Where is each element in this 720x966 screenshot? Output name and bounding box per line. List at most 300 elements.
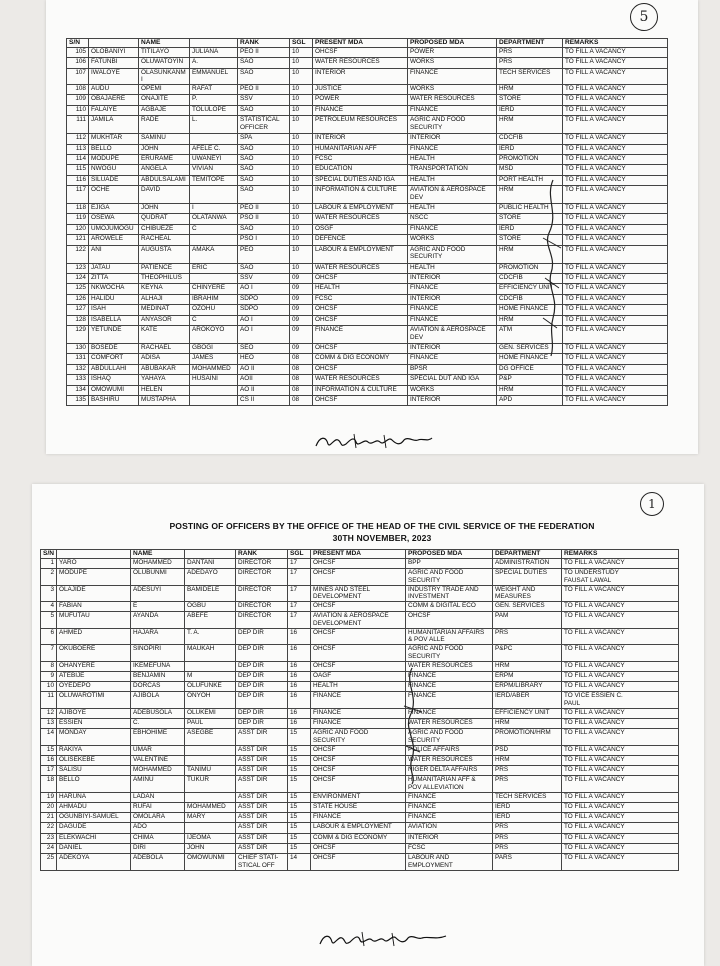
cell-department: HRM bbox=[497, 116, 563, 134]
cell-rank: PEO bbox=[238, 245, 290, 263]
cell-remarks: TO FILL A VACANCY bbox=[563, 284, 668, 294]
cell-surname: YARO bbox=[57, 559, 131, 569]
cell-remarks: TO FILL A VACANCY bbox=[563, 364, 668, 374]
cell-name: IKEMEFUNA bbox=[131, 661, 185, 671]
cell-sn: 114 bbox=[67, 154, 89, 164]
cell-surname: AJIBOYE bbox=[57, 708, 131, 718]
cell-proposed-mda: FINANCE bbox=[406, 813, 493, 823]
cell-remarks: TO VICE ESSIEN C. PAUL bbox=[562, 692, 679, 709]
cell-proposed-mda: AVIATION & AEROSPACE DEV bbox=[408, 186, 497, 204]
cell-remarks: TO FILL A VACANCY bbox=[563, 186, 668, 204]
cell-name: LADAN bbox=[131, 792, 185, 802]
cell-remarks: TO FILL A VACANCY bbox=[563, 144, 668, 154]
cell-present-mda: LABOUR & EMPLOYMENT bbox=[311, 823, 406, 833]
cell-rank: DIRECTOR bbox=[236, 612, 288, 629]
cell-rank: DIRECTOR bbox=[236, 602, 288, 612]
cell-present-mda: AGRIC AND FOOD SECURITY bbox=[311, 729, 406, 746]
cell-sgl: 09 bbox=[290, 315, 313, 325]
cell-other-name: ASEGBE bbox=[185, 729, 236, 746]
cell-proposed-mda: INTERIOR bbox=[408, 395, 497, 405]
cell-other-name: AFELE C. bbox=[190, 144, 238, 154]
cell-other-name bbox=[190, 385, 238, 395]
cell-department: WEIGHT AND MEASURES bbox=[493, 585, 562, 602]
cell-present-mda: MINES AND STEEL DEVELOPMENT bbox=[311, 585, 406, 602]
cell-department: SPECIAL DUTIES bbox=[493, 569, 562, 586]
cell-surname: HALIDU bbox=[89, 294, 139, 304]
cell-department: PAM bbox=[493, 612, 562, 629]
cell-name: SINOPIRI bbox=[131, 645, 185, 662]
cell-rank: HEO bbox=[238, 354, 290, 364]
cell-other-name: GBOGI bbox=[190, 344, 238, 354]
cell-sn: 118 bbox=[67, 204, 89, 214]
cell-other-name: OGBU bbox=[185, 602, 236, 612]
cell-present-mda: LABOUR & EMPLOYMENT bbox=[313, 204, 408, 214]
cell-rank: STATISTICAL OFFICER bbox=[238, 116, 290, 134]
cell-present-mda: EDUCATION bbox=[313, 165, 408, 175]
cell-present-mda: INFORMATION & CULTURE bbox=[313, 385, 408, 395]
cell-proposed-mda: OHCSF bbox=[406, 612, 493, 629]
handwritten-mark bbox=[539, 178, 565, 358]
cell-sn: 18 bbox=[41, 776, 57, 793]
cell-present-mda: OHCSF bbox=[313, 364, 408, 374]
cell-remarks: TO FILL A VACANCY bbox=[563, 154, 668, 164]
cell-sgl: 15 bbox=[288, 792, 311, 802]
table-row bbox=[67, 186, 668, 204]
cell-sn: 113 bbox=[67, 144, 89, 154]
cell-rank: ASST DIR bbox=[236, 823, 288, 833]
table-row bbox=[67, 95, 668, 105]
cell-present-mda: COMM & DIG ECONOMY bbox=[311, 833, 406, 843]
cell-other-name: MOHAMMED bbox=[190, 364, 238, 374]
header-present-mda: PRESENT MDA bbox=[313, 39, 408, 48]
header-remarks: REMARKS bbox=[563, 39, 668, 48]
cell-surname: BELLO bbox=[57, 776, 131, 793]
cell-proposed-mda: WATER RESOURCES bbox=[406, 661, 493, 671]
cell-name: OPEMI bbox=[139, 84, 190, 94]
cell-sn: 19 bbox=[41, 792, 57, 802]
cell-rank: SDPO bbox=[238, 305, 290, 315]
table-row bbox=[41, 766, 679, 776]
cell-remarks: TO FILL A VACANCY bbox=[562, 708, 679, 718]
cell-sn: 16 bbox=[41, 756, 57, 766]
cell-rank: ASST DIR bbox=[236, 833, 288, 843]
cell-sgl: 16 bbox=[288, 672, 311, 682]
cell-proposed-mda: FINANCE bbox=[408, 105, 497, 115]
table-row bbox=[41, 692, 679, 709]
cell-sgl: 09 bbox=[290, 344, 313, 354]
header-name: NAME bbox=[131, 550, 185, 559]
cell-sn: 123 bbox=[67, 263, 89, 273]
cell-department: PRS bbox=[497, 48, 563, 58]
cell-name: JOHN bbox=[139, 204, 190, 214]
header-surname bbox=[89, 39, 139, 48]
cell-sn: 135 bbox=[67, 395, 89, 405]
cell-department: PROMOTION/HRM bbox=[493, 729, 562, 746]
cell-remarks: TO FILL A VACANCY bbox=[563, 204, 668, 214]
table-row bbox=[67, 344, 668, 354]
cell-present-mda: OHCSF bbox=[313, 315, 408, 325]
cell-name: VALENTINE bbox=[131, 756, 185, 766]
cell-present-mda: ENVIRONMENT bbox=[311, 792, 406, 802]
cell-department: EFFICIENCY UNIT bbox=[497, 284, 563, 294]
cell-proposed-mda: NIGER DELTA AFFAIRS bbox=[406, 766, 493, 776]
cell-surname: AROWELE bbox=[89, 235, 139, 245]
table-row bbox=[67, 294, 668, 304]
cell-department: PROMOTION bbox=[497, 154, 563, 164]
cell-name: RADE bbox=[139, 116, 190, 134]
cell-other-name: OLATANWA bbox=[190, 214, 238, 224]
cell-sn: 12 bbox=[41, 708, 57, 718]
cell-sgl: 14 bbox=[288, 854, 311, 871]
cell-remarks: TO FILL A VACANCY bbox=[563, 175, 668, 185]
table-row bbox=[67, 204, 668, 214]
cell-surname: OLOBANIYI bbox=[89, 48, 139, 58]
cell-remarks: TO FILL A VACANCY bbox=[563, 95, 668, 105]
cell-surname: ZITTA bbox=[89, 274, 139, 284]
table-row bbox=[67, 84, 668, 94]
table-row bbox=[41, 729, 679, 746]
cell-other-name: PAUL bbox=[185, 719, 236, 729]
table-row bbox=[67, 175, 668, 185]
cell-department: IERD/ABER bbox=[493, 692, 562, 709]
cell-present-mda: FINANCE bbox=[313, 326, 408, 344]
cell-sn: 15 bbox=[41, 745, 57, 755]
cell-sn: 20 bbox=[41, 803, 57, 813]
cell-sgl: 10 bbox=[290, 48, 313, 58]
table-row bbox=[67, 354, 668, 364]
cell-surname: EJIGA bbox=[89, 204, 139, 214]
cell-remarks: TO FILL A VACANCY bbox=[562, 585, 679, 602]
cell-department: EFFICIENCY UNIT bbox=[493, 708, 562, 718]
table-body bbox=[67, 48, 668, 406]
cell-rank: CHIEF STATI- STICAL OFF bbox=[236, 854, 288, 871]
cell-other-name: P. bbox=[190, 95, 238, 105]
cell-remarks: TO FILL A VACANCY bbox=[563, 105, 668, 115]
cell-name: AJIBOLA bbox=[131, 692, 185, 709]
cell-other-name: BAMIDELE bbox=[185, 585, 236, 602]
cell-sn: 122 bbox=[67, 245, 89, 263]
cell-remarks: TO FILL A VACANCY bbox=[563, 354, 668, 364]
cell-proposed-mda: FINANCE bbox=[406, 672, 493, 682]
cell-sgl: 09 bbox=[290, 274, 313, 284]
cell-proposed-mda: NSCC bbox=[408, 214, 497, 224]
cell-proposed-mda: FINANCE bbox=[408, 315, 497, 325]
cell-present-mda: OHCSF bbox=[311, 661, 406, 671]
cell-sn: 119 bbox=[67, 214, 89, 224]
cell-surname: ELEKWACHI bbox=[57, 833, 131, 843]
cell-department: P&P bbox=[497, 375, 563, 385]
cell-proposed-mda: WATER RESOURCES bbox=[408, 95, 497, 105]
cell-other-name: I bbox=[190, 204, 238, 214]
header-other-name bbox=[190, 39, 238, 48]
cell-name: JOHN bbox=[139, 144, 190, 154]
table-row bbox=[67, 48, 668, 58]
cell-rank: AO II bbox=[238, 364, 290, 374]
cell-surname: OLUWAROTIMI bbox=[57, 692, 131, 709]
cell-proposed-mda: POLICE AFFAIRS bbox=[406, 745, 493, 755]
table-row bbox=[67, 105, 668, 115]
cell-sgl: 10 bbox=[290, 224, 313, 234]
cell-present-mda: JUSTICE bbox=[313, 84, 408, 94]
cell-present-mda: OHCSF bbox=[311, 766, 406, 776]
cell-proposed-mda: INTERIOR bbox=[408, 344, 497, 354]
header-proposed-mda: PROPOSED MDA bbox=[406, 550, 493, 559]
cell-rank: SAO bbox=[238, 175, 290, 185]
table-header-row bbox=[67, 39, 668, 48]
cell-present-mda: WATER RESOURCES bbox=[313, 58, 408, 68]
cell-present-mda: OHCSF bbox=[311, 745, 406, 755]
table-row bbox=[41, 672, 679, 682]
cell-sn: 1 bbox=[41, 559, 57, 569]
cell-present-mda: OHCSF bbox=[311, 843, 406, 853]
cell-name: DIRI bbox=[131, 843, 185, 853]
cell-present-mda: AVIATION & AEROSPACE DEVELOPMENT bbox=[311, 612, 406, 629]
cell-sgl: 16 bbox=[288, 645, 311, 662]
cell-other-name: MARY bbox=[185, 813, 236, 823]
cell-surname: ISHAQ bbox=[89, 375, 139, 385]
cell-proposed-mda: AGRIC AND FOOD SECURITY bbox=[408, 245, 497, 263]
document-title bbox=[112, 520, 652, 544]
cell-department: STORE bbox=[497, 95, 563, 105]
cell-surname: MONDAY bbox=[57, 729, 131, 746]
header-sgl: SGL bbox=[288, 550, 311, 559]
cell-name: BENJAMIN bbox=[131, 672, 185, 682]
cell-name: C. bbox=[131, 719, 185, 729]
cell-department: GEN. SERVICES bbox=[493, 602, 562, 612]
cell-sgl: 08 bbox=[290, 385, 313, 395]
cell-remarks: TO FILL A VACANCY bbox=[562, 813, 679, 823]
cell-surname: BASHIRU bbox=[89, 395, 139, 405]
cell-sn: 7 bbox=[41, 645, 57, 662]
header-sn: S/N bbox=[41, 550, 57, 559]
cell-name: ADEBOLA bbox=[131, 854, 185, 871]
cell-surname: FATUNBI bbox=[89, 58, 139, 68]
cell-remarks: TO FILL A VACANCY bbox=[562, 628, 679, 645]
cell-other-name: MOHAMMED bbox=[185, 803, 236, 813]
cell-department: PRS bbox=[493, 766, 562, 776]
header-other-name bbox=[185, 550, 236, 559]
cell-remarks: TO FILL A VACANCY bbox=[562, 833, 679, 843]
cell-sn: 120 bbox=[67, 224, 89, 234]
cell-rank: SAO bbox=[238, 144, 290, 154]
cell-surname: MODUPE bbox=[89, 154, 139, 164]
cell-department: HRM bbox=[493, 719, 562, 729]
cell-present-mda: COMM & DIG ECONOMY bbox=[313, 354, 408, 364]
cell-sgl: 15 bbox=[288, 729, 311, 746]
cell-rank: PEO II bbox=[238, 84, 290, 94]
cell-other-name: RAFAT bbox=[190, 84, 238, 94]
table-row bbox=[41, 719, 679, 729]
cell-surname: OKUBOERE bbox=[57, 645, 131, 662]
cell-surname: OCHE bbox=[89, 186, 139, 204]
table-row bbox=[67, 68, 668, 84]
postings-table bbox=[66, 38, 668, 406]
cell-sgl: 15 bbox=[288, 745, 311, 755]
cell-sn: 110 bbox=[67, 105, 89, 115]
cell-proposed-mda: FINANCE bbox=[408, 224, 497, 234]
cell-present-mda: INTERIOR bbox=[313, 134, 408, 144]
cell-present-mda: PETROLEUM RESOURCES bbox=[313, 116, 408, 134]
cell-rank: SAO bbox=[238, 154, 290, 164]
cell-proposed-mda: INTERIOR bbox=[408, 134, 497, 144]
cell-department: PSD bbox=[493, 745, 562, 755]
cell-sgl: 10 bbox=[290, 245, 313, 263]
cell-sgl: 10 bbox=[290, 235, 313, 245]
cell-surname: ISABELLA bbox=[89, 315, 139, 325]
cell-sn: 131 bbox=[67, 354, 89, 364]
cell-sgl: 09 bbox=[290, 284, 313, 294]
cell-department: HRM bbox=[497, 84, 563, 94]
cell-rank: CS II bbox=[238, 395, 290, 405]
cell-surname: ATEBIJE bbox=[57, 672, 131, 682]
cell-department: IERD bbox=[493, 813, 562, 823]
cell-present-mda: OHCSF bbox=[311, 776, 406, 793]
cell-present-mda: HEALTH bbox=[313, 284, 408, 294]
table-row bbox=[67, 274, 668, 284]
cell-rank: SAO bbox=[238, 224, 290, 234]
cell-sgl: 08 bbox=[290, 364, 313, 374]
cell-sn: 2 bbox=[41, 569, 57, 586]
cell-name: ADO bbox=[131, 823, 185, 833]
cell-department: HRM bbox=[493, 756, 562, 766]
cell-proposed-mda: HUMANITARIAN AFFAIRS & POV ALLE bbox=[406, 628, 493, 645]
cell-present-mda: LABOUR & EMPLOYMENT bbox=[313, 245, 408, 263]
cell-name: RACHAEL bbox=[139, 344, 190, 354]
cell-surname: UMOJUMOGU bbox=[89, 224, 139, 234]
cell-sn: 4 bbox=[41, 602, 57, 612]
cell-sgl: 09 bbox=[290, 326, 313, 344]
cell-rank: DEP DIR bbox=[236, 672, 288, 682]
cell-sgl: 15 bbox=[288, 843, 311, 853]
cell-rank: SSV bbox=[238, 274, 290, 284]
cell-rank: AO I bbox=[238, 284, 290, 294]
cell-name: AYANDA bbox=[131, 612, 185, 629]
cell-present-mda: INTERIOR bbox=[313, 68, 408, 84]
table-row bbox=[41, 792, 679, 802]
cell-rank: DEP DIR bbox=[236, 682, 288, 692]
cell-surname: SALISU bbox=[57, 766, 131, 776]
cell-remarks: TO FILL A VACANCY bbox=[563, 245, 668, 263]
cell-proposed-mda: FINANCE bbox=[408, 144, 497, 154]
cell-name: ERURAME bbox=[139, 154, 190, 164]
cell-proposed-mda: FINANCE bbox=[408, 68, 497, 84]
cell-surname: MUFUTAU bbox=[57, 612, 131, 629]
cell-other-name bbox=[185, 745, 236, 755]
cell-other-name: OLUKEMI bbox=[185, 708, 236, 718]
cell-name: CHIMA bbox=[131, 833, 185, 843]
cell-remarks: TO FILL A VACANCY bbox=[563, 375, 668, 385]
cell-rank: SAO bbox=[238, 165, 290, 175]
cell-name: KEYNA bbox=[139, 284, 190, 294]
cell-sn: 133 bbox=[67, 375, 89, 385]
table-row bbox=[41, 612, 679, 629]
cell-sn: 13 bbox=[41, 719, 57, 729]
cell-proposed-mda: LABOUR AND EMPLOYMENT bbox=[406, 854, 493, 871]
cell-other-name: TANIMU bbox=[185, 766, 236, 776]
cell-surname: AHMED bbox=[57, 628, 131, 645]
cell-proposed-mda: AGRIC AND FOOD SECURITY bbox=[406, 729, 493, 746]
header-department: DEPARTMENT bbox=[493, 550, 562, 559]
cell-rank: DEP DIR bbox=[236, 628, 288, 645]
cell-other-name: EMMANUEL bbox=[190, 68, 238, 84]
table-row bbox=[67, 235, 668, 245]
cell-sgl: 17 bbox=[288, 585, 311, 602]
cell-present-mda: OAGF bbox=[311, 672, 406, 682]
cell-other-name bbox=[185, 823, 236, 833]
header-name: NAME bbox=[139, 39, 190, 48]
cell-rank: DEP DIR bbox=[236, 719, 288, 729]
cell-rank: PSO II bbox=[238, 214, 290, 224]
title-date: 30TH NOVEMBER, 2023 bbox=[332, 533, 432, 543]
cell-sn: 125 bbox=[67, 284, 89, 294]
cell-other-name: AROKOYO bbox=[190, 326, 238, 344]
cell-remarks: TO FILL A VACANCY bbox=[562, 729, 679, 746]
cell-proposed-mda: FINANCE bbox=[408, 354, 497, 364]
cell-rank: ASST DIR bbox=[236, 745, 288, 755]
cell-department: IERD bbox=[493, 803, 562, 813]
cell-department: PARS bbox=[493, 854, 562, 871]
cell-rank: ASST DIR bbox=[236, 843, 288, 853]
cell-sgl: 10 bbox=[290, 84, 313, 94]
cell-remarks: TO FILL A VACANCY bbox=[562, 559, 679, 569]
cell-surname: ABDULLAHI bbox=[89, 364, 139, 374]
cell-other-name: T. A. bbox=[185, 628, 236, 645]
cell-remarks: TO FILL A VACANCY bbox=[562, 854, 679, 871]
table-row bbox=[41, 745, 679, 755]
cell-sgl: 10 bbox=[290, 58, 313, 68]
cell-department: HRM bbox=[497, 245, 563, 263]
cell-remarks: TO FILL A VACANCY bbox=[563, 274, 668, 284]
cell-rank: PEO II bbox=[238, 48, 290, 58]
cell-sgl: 09 bbox=[290, 305, 313, 315]
cell-remarks: TO FILL A VACANCY bbox=[563, 315, 668, 325]
cell-sn: 117 bbox=[67, 186, 89, 204]
cell-rank: DEP DIR bbox=[236, 661, 288, 671]
cell-rank: DEP DIR bbox=[236, 692, 288, 709]
cell-name: AMINU bbox=[131, 776, 185, 793]
cell-name: RUFAI bbox=[131, 803, 185, 813]
cell-present-mda: OHCSF bbox=[313, 48, 408, 58]
cell-sn: 22 bbox=[41, 823, 57, 833]
cell-sgl: 10 bbox=[290, 175, 313, 185]
cell-remarks: TO FILL A VACANCY bbox=[563, 84, 668, 94]
cell-remarks: TO FILL A VACANCY bbox=[563, 116, 668, 134]
cell-proposed-mda: AGRIC AND FOOD SECURITY bbox=[408, 116, 497, 134]
header-remarks: REMARKS bbox=[562, 550, 679, 559]
table-row bbox=[67, 58, 668, 68]
table-header-row bbox=[41, 550, 679, 559]
cell-present-mda: STATE HOUSE bbox=[311, 803, 406, 813]
document-page-5 bbox=[46, 0, 698, 454]
cell-surname: AUDU bbox=[89, 84, 139, 94]
cell-name: ADEBUSOLA bbox=[131, 708, 185, 718]
cell-sgl: 09 bbox=[290, 294, 313, 304]
cell-name: RACHEAL bbox=[139, 235, 190, 245]
cell-remarks: TO FILL A VACANCY bbox=[562, 823, 679, 833]
cell-present-mda: INFORMATION & CULTURE bbox=[313, 186, 408, 204]
cell-sn: 24 bbox=[41, 843, 57, 853]
table-row bbox=[67, 154, 668, 164]
cell-department: IERD bbox=[497, 144, 563, 154]
table-row bbox=[67, 385, 668, 395]
cell-rank: DIRECTOR bbox=[236, 585, 288, 602]
cell-proposed-mda: FINANCE bbox=[406, 803, 493, 813]
cell-name: EBHOHIME bbox=[131, 729, 185, 746]
table-body bbox=[41, 559, 679, 871]
cell-sgl: 17 bbox=[288, 602, 311, 612]
cell-department: PRS bbox=[493, 776, 562, 793]
cell-remarks: TO FILL A VACANCY bbox=[562, 602, 679, 612]
